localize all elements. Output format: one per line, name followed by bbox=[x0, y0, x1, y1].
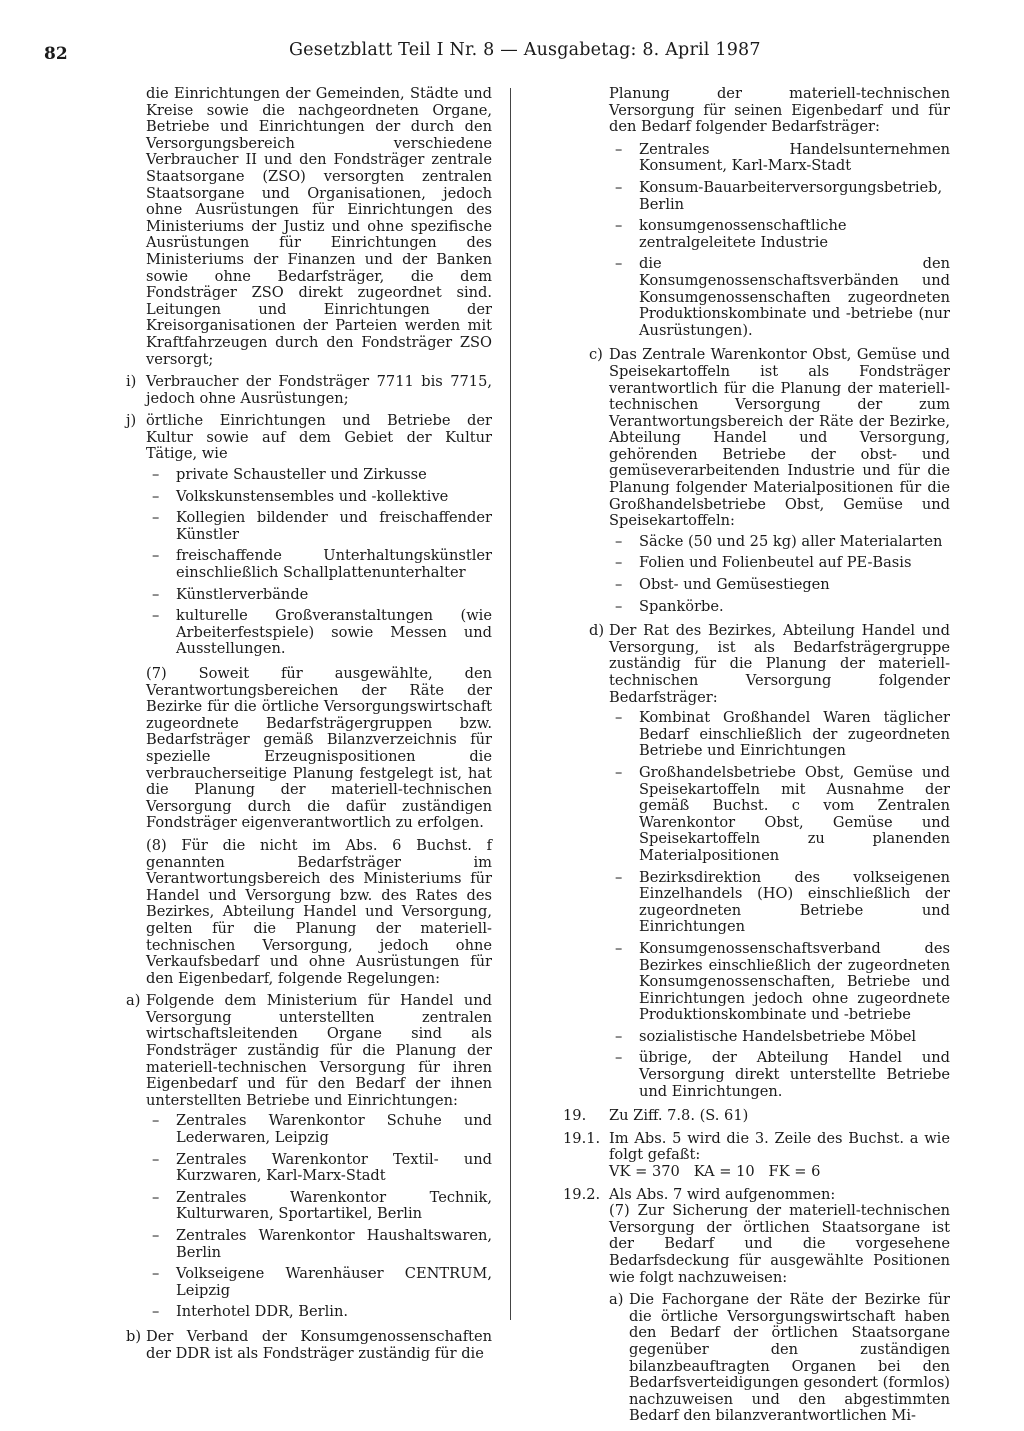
item-text: Das Zentrale Warenkontor Obst, Gemüse und Speisekartoffeln ist als Fondsträger verantwortlich für die Planung der materiell-technischen Versorgung der zum Verantwortungsbereich der Räte der Bezirke, Abteilung Handel und Versorgung, gehörenden Betriebe der obst- und gemüseverarbeitenden Industrie und für die Planung folgender Materialpositionen für die Großhandelsbetriebe Obst, Gemüse und Speisekartoffeln: bbox=[609, 346, 950, 530]
list-item-i bbox=[126, 373, 492, 407]
running-head: Gesetzblatt Teil I Nr. 8 — Ausgabetag: 8. April 1987 bbox=[289, 40, 761, 60]
section-text: Als Abs. 7 wird aufgenommen: bbox=[609, 1185, 836, 1203]
list-item: – Konsumgenossenschaftsverband des Bezirkes einschließlich der zugeordneten Konsumgenossenschaften, Betriebe und Einrichtungen jedoch ohne zugeordnete Produktionskombinate und -betriebe bbox=[613, 941, 950, 1024]
list-item: – kulturelle Großveranstaltungen (wie Arbeiterfestspiele) sowie Messen und Ausstellungen. bbox=[150, 608, 492, 658]
section-text: Im Abs. 5 wird die 3. Zeile des Buchst. a wie folgt gefaßt: bbox=[609, 1129, 950, 1164]
item-label: i) bbox=[126, 373, 137, 391]
list-item: – Säcke (50 und 25 kg) aller Materialarten bbox=[613, 534, 950, 551]
list-item: – Volkskunstensembles und -kollektive bbox=[150, 489, 492, 506]
dash-list bbox=[613, 534, 950, 615]
paragraph-7: (7) Soweit für ausgewählte, den Verantwortungsbereichen der Räte der Bezirke für die örtliche Versorgungswirtschaft zugeordnete Bedarfsträgergruppen bzw. Bedarfsträger gemäß Bilanzverzeichnis für spezielle Erzeugnispositionen die verbraucherseitige Planung festgelegt ist, hat die Planung der materiell-technischen Versorgung durch die dafür zuständigen Fondsträger eigenverantwortlich zu erfolgen. bbox=[146, 665, 492, 832]
list-item: – Künstlerverbände bbox=[150, 587, 492, 604]
item-text: Folgende dem Ministerium für Handel und Versorgung unterstellten zentralen wirtschaftsleitenden Organe sind als Fondsträger zuständig für die Planung der materiell-technischen Versorgung für ihren Eigenbedarf und für den Bedarf der ihnen unterstellten Betriebe und Einrichtungen: bbox=[146, 992, 492, 1109]
item-label: b) bbox=[126, 1327, 142, 1345]
list-item: – Zentrales Warenkontor Textil- und Kurzwaren, Karl-Marx-Stadt bbox=[150, 1152, 492, 1185]
dash-list bbox=[150, 1113, 492, 1321]
dash-list bbox=[150, 467, 492, 658]
item-text: örtliche Einrichtungen und Betriebe der Kultur sowie auf dem Gebiet der Kultur Tätige, wie bbox=[146, 412, 492, 463]
list-item: – Zentrales Handelsunternehmen Konsument, Karl-Marx-Stadt bbox=[613, 142, 950, 175]
list-item: – Bezirksdirektion des volkseigenen Einzelhandels (HO) einschließlich der zugeordneten Betriebe und Einrichtungen bbox=[613, 870, 950, 936]
item-text: Verbraucher der Fondsträger 7711 bis 7715, jedoch ohne Ausrüstungen; bbox=[146, 373, 492, 407]
list-item: – Interhotel DDR, Berlin. bbox=[150, 1304, 492, 1321]
section-number: 19.1. bbox=[563, 1129, 601, 1147]
list-item: – Großhandelsbetriebe Obst, Gemüse und Speisekartoffeln mit Ausnahme der gemäß Buchst. c vom Zentralen Warenkontor Obst, Gemüse und Speisekartoffeln zu planenden Materialpositionen bbox=[613, 765, 950, 865]
item-text: Der Rat des Bezirkes, Abteilung Handel und Versorgung, ist als Bedarfsträgergruppe zuständig für die Planung der materiell-technischen Versorgung folgender Bedarfsträger: bbox=[609, 622, 950, 706]
section-19-1 bbox=[563, 1131, 950, 1181]
formula: VK = 370 KA = 10 FK = 6 bbox=[609, 1163, 821, 1181]
item-text: Die Fachorgane der Räte der Bezirke für die örtliche Versorgungswirtschaft haben den Bedarf der örtlichen Staatsorgane gegenüber den zuständigen bilanzbeauftragten Organen bei den Bedarfsverteidigungen gesondert (formlos) nachzuweisen und den abgestimmten Bedarf den bilanzverantwortlichen Mi- bbox=[629, 1291, 950, 1425]
list-item-a bbox=[126, 992, 492, 1321]
list-item-c bbox=[589, 346, 950, 615]
list-item: – Zentrales Warenkontor Technik, Kulturwaren, Sportartikel, Berlin bbox=[150, 1190, 492, 1223]
list-item: – sozialistische Handelsbetriebe Möbel bbox=[613, 1029, 950, 1046]
item-label: c) bbox=[589, 346, 603, 364]
item-text: Der Verband der Konsumgenossenschaften der DDR ist als Fondsträger zuständig für die bbox=[146, 1327, 492, 1362]
right-column bbox=[563, 86, 950, 1431]
section-19-2 bbox=[563, 1187, 950, 1425]
paragraph-7-new: (7) Zur Sicherung der materiell-technischen Versorgung der örtlichen Staatsorgane ist der Bedarf und die vorgesehene Bedarfsdeckung für ausgewählte Positionen wie folgt nachzuweisen: bbox=[609, 1202, 950, 1286]
list-item: – Spankörbe. bbox=[613, 599, 950, 616]
list-item: – Konsum-Bauarbeiterversorgungsbetrieb, Berlin bbox=[613, 180, 950, 213]
section-number: 19. bbox=[563, 1107, 587, 1125]
list-item-j bbox=[126, 412, 492, 658]
item-b-continuation bbox=[563, 86, 950, 1100]
list-item: – Kombinat Großhandel Waren täglicher Bedarf einschließlich der zugeordneten Betriebe und Einrichtungen bbox=[613, 710, 950, 760]
page-number: 82 bbox=[44, 44, 68, 64]
list-item: – Zentrales Warenkontor Schuhe und Lederwaren, Leipzig bbox=[150, 1113, 492, 1146]
item-label: a) bbox=[609, 1291, 624, 1309]
list-item: – Zentrales Warenkontor Haushaltswaren, Berlin bbox=[150, 1228, 492, 1261]
list-item: – Volkseigene Warenhäuser CENTRUM, Leipzig bbox=[150, 1266, 492, 1299]
list-item: – Kollegien bildender und freischaffender Künstler bbox=[150, 510, 492, 543]
item-label: d) bbox=[589, 622, 605, 640]
item-b-continued-text: Planung der materiell-technischen Versorgung für seinen Eigenbedarf und für den Bedarf folgender Bedarfsträger: bbox=[609, 85, 950, 136]
list-item-a bbox=[609, 1292, 950, 1425]
list-item: – Obst- und Gemüsestiegen bbox=[613, 577, 950, 594]
item-label: a) bbox=[126, 992, 141, 1010]
item-label: j) bbox=[126, 412, 137, 430]
list-item: – übrige, der Abteilung Handel und Versorgung direkt unterstellte Betriebe und Einrichtungen. bbox=[613, 1050, 950, 1100]
list-item-b bbox=[126, 1327, 492, 1362]
list-item: – die den Konsumgenossenschaftsverbänden und Konsumgenossenschaften zugeordneten Produktionskombinate und -betriebe (nur Ausrüstungen). bbox=[613, 256, 950, 339]
list-item: – private Schausteller und Zirkusse bbox=[150, 467, 492, 484]
column-divider bbox=[510, 88, 511, 1320]
section-19 bbox=[563, 1108, 950, 1125]
section-number: 19.2. bbox=[563, 1185, 601, 1203]
list-item-d bbox=[589, 622, 950, 1100]
list-item: – freischaffende Unterhaltungskünstler einschließlich Schallplattenunterhalter bbox=[150, 548, 492, 581]
dash-list bbox=[613, 142, 950, 340]
dash-list bbox=[613, 710, 950, 1100]
paragraph-8: (8) Für die nicht im Abs. 6 Buchst. f genannten Bedarfsträger im Verantwortungsbereich des Ministeriums für Handel und Versorgung bzw. des Rates des Bezirkes, Abteilung Handel und Versorgung, gelten für die Planung der materiell-technischen Versorgung, jedoch ohne Verkaufsbedarf und ohne Ausrüstungen für den Eigenbedarf, folgende Regelungen: bbox=[146, 836, 492, 987]
intro-paragraph: die Einrichtungen der Gemeinden, Städte und Kreise sowie die nachgeordneten Organe, Betriebe und Einrichtungen der durch den Versorgungsbereich verschiedene Verbraucher II und den Fondsträger zentrale Staatsorgane (ZSO) versorgten zentralen Staatsorgane und Organisationen, jedoch ohne Ausrüstungen für Einrichtungen des Ministeriums der Justiz und ohne spezifische Ausrüstungen für Einrichtungen des Ministeriums der Finanzen und der Banken sowie ohne Bedarfsträger, die dem Fondsträger ZSO direkt zugeordnet sind. Leitungen und Einrichtungen der Kreisorganisationen der Parteien werden mit Kraftfahrzeugen durch den Fondsträger ZSO versorgt; bbox=[146, 85, 492, 368]
list-item: – konsumgenossenschaftliche zentralgeleitete Industrie bbox=[613, 218, 950, 251]
left-column bbox=[126, 85, 492, 1368]
list-item: – Folien und Folienbeutel auf PE-Basis bbox=[613, 555, 950, 572]
section-text: Zu Ziff. 7.8. (S. 61) bbox=[609, 1107, 749, 1125]
